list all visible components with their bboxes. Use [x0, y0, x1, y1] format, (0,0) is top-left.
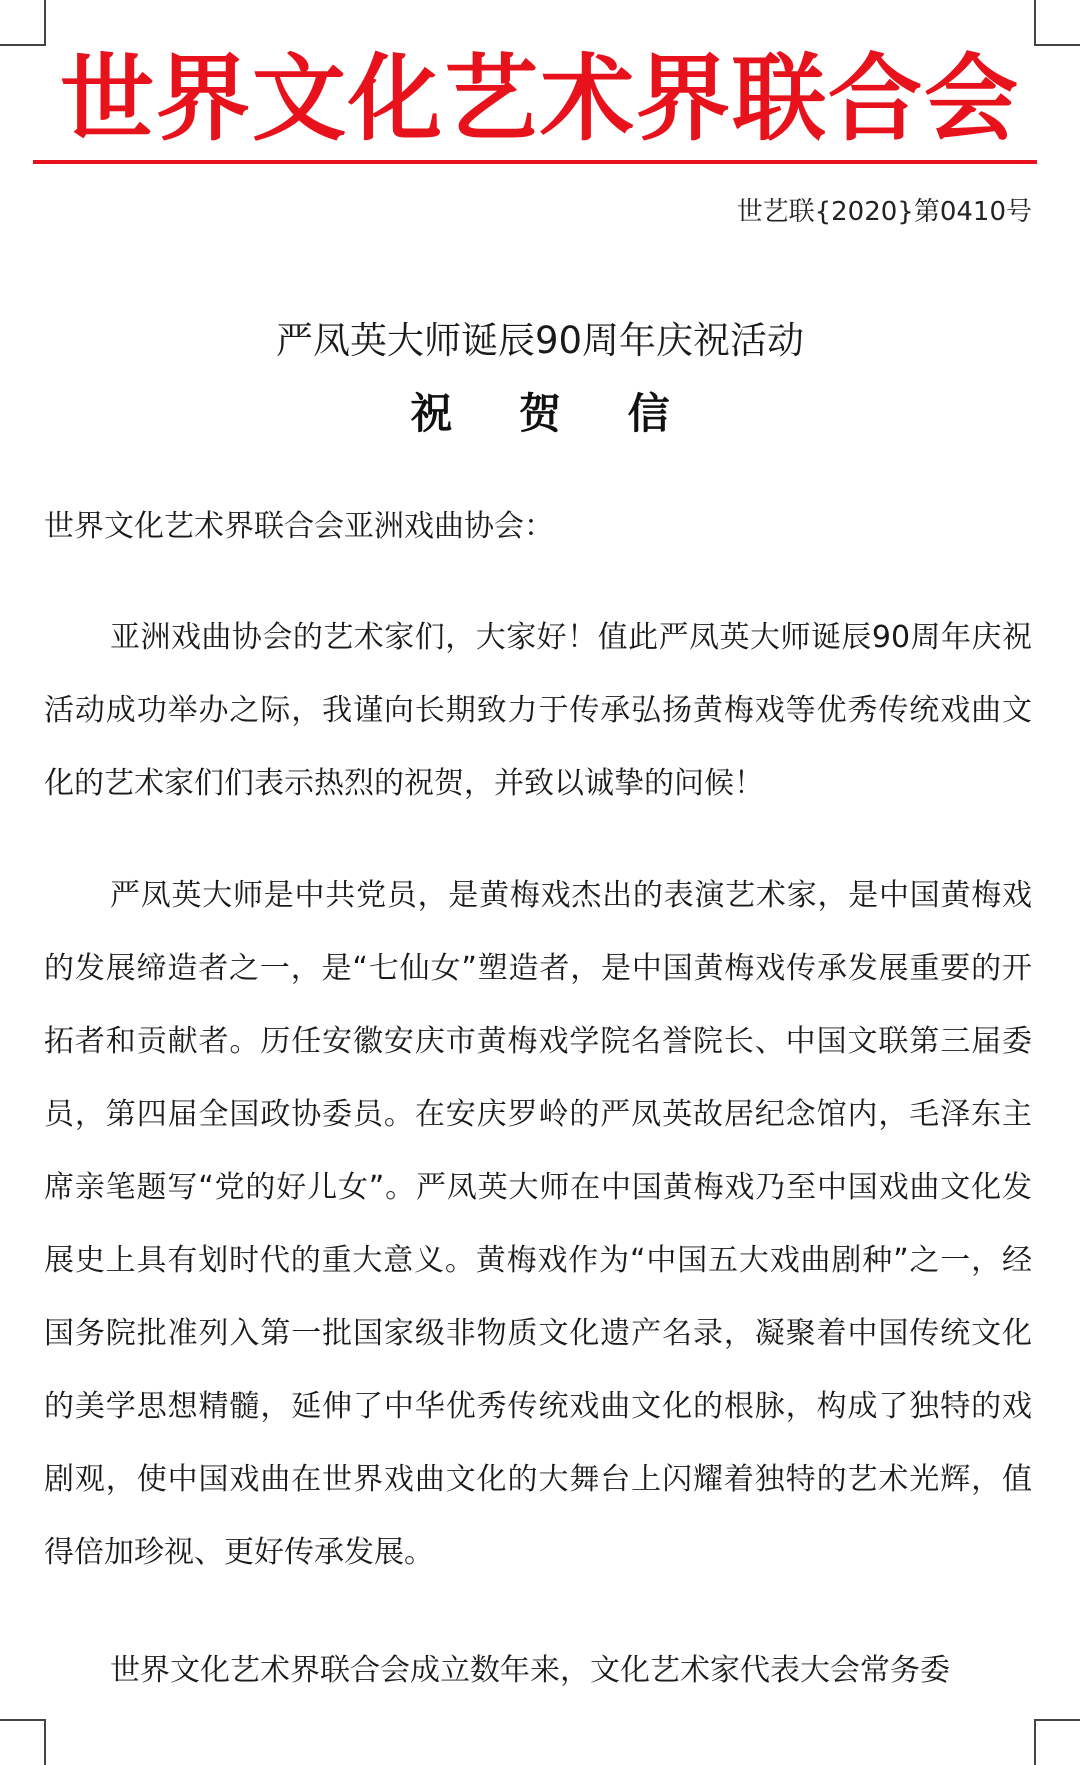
letter-subtitle: 严凤英大师诞辰90周年庆祝活动 [275, 319, 805, 362]
letterhead-organization-name: 世界文化艺术界联合会 [59, 45, 1020, 154]
letter-paragraph-2: 严凤英大师是中共党员，是黄梅戏杰出的表演艺术家，是中国黄梅戏的发展缔造者之一，是“七仙女”塑造者，是中国黄梅戏传承发展重要的开拓者和贡献者。历任安徽安庆市黄梅戏学院名誉院长、中国文联第三届委员，第四届全国政协委员。在安庆罗岭的严凤英故居纪念馆内，毛泽东主席亲笔题写“党的好儿女”。严凤英大师在中国黄梅戏乃至中国戏曲文化发展史上具有划时代的重大意义。黄梅戏作为“中国五大戏曲剧种”之一，经国务院批准列入第一批国家级非物质文化遗产名录，凝聚着中国传统文化的美学思想精髓，延伸了中华优秀传统戏曲文化的根脉，构成了独特的戏剧观，使中国戏曲在世界戏曲文化的大舞台上闪耀着独特的艺术光辉，值得倍加珍视、更好传承发展。 [44, 878, 1032, 1570]
crop-mark-bottom-right [1034, 1719, 1080, 1765]
letter-salutation: 世界文化艺术界联合会亚洲戏曲协会： [44, 509, 554, 544]
letterhead-red-rule [33, 160, 1037, 164]
letter-paragraph-1: 亚洲戏曲协会的艺术家们，大家好！值此严凤英大师诞辰90周年庆祝活动成功举办之际，我谨向长期致力于传承弘扬黄梅戏等优秀传统戏曲文化的艺术家们们表示热烈的祝贺，并致以诚挚的问候！ [44, 620, 1032, 801]
crop-mark-bottom-left [0, 1719, 46, 1765]
document-number: 世艺联{2020}第0410号 [736, 197, 1032, 227]
letter-paragraph-3: 世界文化艺术界联合会成立数年来，文化艺术家代表大会常务委 [110, 1653, 950, 1688]
letter-title: 祝 贺 信 [410, 389, 696, 438]
